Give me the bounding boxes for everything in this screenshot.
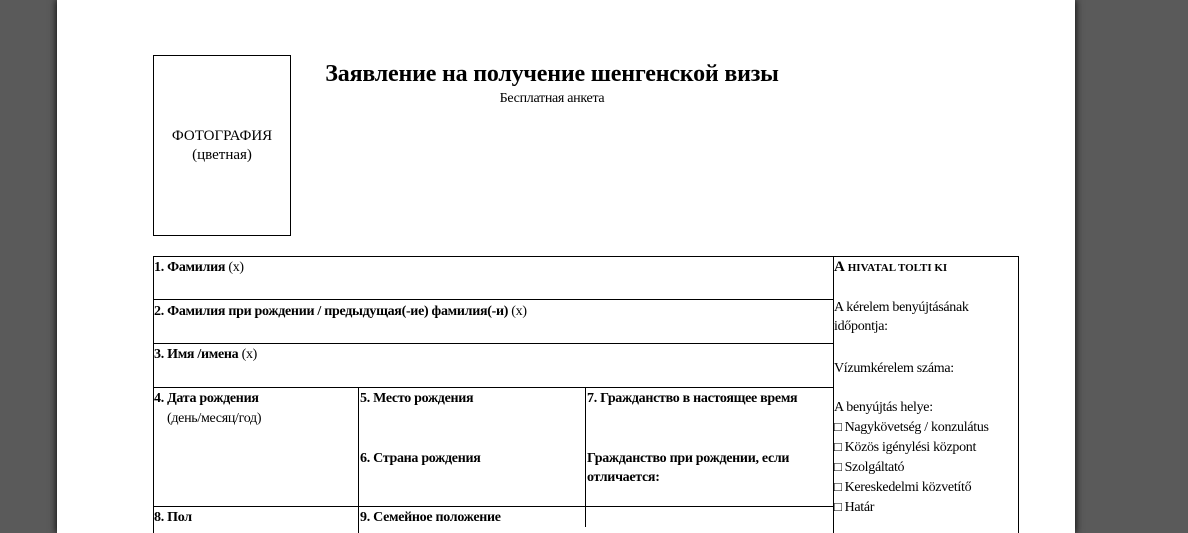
row-divider	[153, 506, 833, 507]
photo-label: ФОТОГРАФИЯ	[171, 127, 273, 144]
field-country-of-birth[interactable]	[360, 450, 481, 468]
field-nationality-at-birth-line2: отличается:	[587, 470, 660, 485]
field-current-nationality-label: 7. Гражданство в настоящее время	[587, 391, 798, 406]
field-surname-mark: (x)	[228, 260, 244, 275]
field-sex[interactable]	[154, 509, 192, 527]
checkbox-icon: □	[834, 419, 842, 434]
office-submission-place	[834, 398, 989, 517]
checkbox-icon: □	[834, 499, 842, 514]
field-date-of-birth-format: (день/месяц/год)	[167, 411, 262, 426]
field-marital-status[interactable]	[360, 509, 501, 527]
checkbox-icon: □	[834, 479, 842, 494]
office-option-label: Kereskedelmi közvetítő	[844, 480, 972, 495]
photo-placeholder	[153, 55, 291, 236]
document-page	[57, 0, 1075, 533]
office-submission-date	[834, 298, 969, 336]
office-option-label: Nagykövetség / konzulátus	[844, 420, 989, 435]
office-option-commercial-intermediary[interactable]	[834, 477, 989, 497]
field-surname[interactable]	[154, 259, 244, 277]
row-divider	[153, 343, 833, 344]
office-option-label: Határ	[844, 500, 875, 515]
field-first-names[interactable]	[154, 346, 257, 364]
office-header-text: HIVATAL TOLTI KI	[847, 262, 948, 274]
checkbox-icon: □	[834, 439, 842, 454]
office-use-header	[834, 258, 947, 278]
photo-sublabel: (цветная)	[192, 146, 252, 163]
field-place-of-birth[interactable]	[360, 390, 473, 408]
field-surname-at-birth-mark: (x)	[511, 304, 527, 319]
field-marital-status-label: 9. Семейное положение	[360, 510, 501, 525]
field-current-nationality[interactable]	[587, 390, 797, 408]
office-option-label: Szolgáltató	[844, 460, 905, 475]
form-subtitle: Бесплатная анкета	[499, 91, 605, 106]
field-date-of-birth[interactable]	[154, 390, 259, 408]
field-surname-label: 1. Фамилия	[154, 260, 226, 275]
office-option-common-center[interactable]	[834, 437, 989, 457]
field-nationality-at-birth[interactable]	[587, 450, 789, 468]
field-sex-label: 8. Пол	[154, 510, 192, 525]
office-option-service-provider[interactable]	[834, 457, 989, 477]
office-place-label: A benyújtás helye:	[834, 400, 933, 415]
row-divider	[153, 387, 833, 388]
field-date-of-birth-label: 4. Дата рождения	[154, 391, 259, 406]
field-place-of-birth-label: 5. Место рождения	[360, 391, 474, 406]
office-date-line2: időpontja:	[834, 319, 888, 334]
office-option-embassy[interactable]	[834, 417, 989, 437]
field-nationality-at-birth-line1: Гражданство при рождении, если	[587, 451, 790, 466]
column-divider	[358, 387, 359, 533]
checkbox-icon: □	[834, 459, 842, 474]
column-divider	[585, 387, 586, 527]
field-nationality-at-birth-cont	[587, 469, 660, 487]
field-surname-at-birth-label: 2. Фамилия при рождении / предыдущая(-ие) фамилия(-и)	[154, 304, 509, 319]
table-border-right	[1018, 256, 1019, 533]
office-option-border[interactable]	[834, 497, 989, 517]
application-form-table	[153, 256, 1019, 533]
field-first-names-label: 3. Имя /имена	[154, 347, 239, 362]
field-country-of-birth-label: 6. Страна рождения	[360, 451, 481, 466]
row-divider	[153, 299, 833, 300]
office-application-number: Vízumkérelem száma:	[834, 361, 954, 376]
table-border-top	[153, 256, 1019, 257]
office-option-label: Közös igénylési központ	[844, 440, 977, 455]
field-surname-at-birth[interactable]	[154, 303, 527, 321]
office-date-line1: A kérelem benyújtásának	[834, 300, 969, 315]
form-title: Заявление на получение шенгенской визы	[325, 61, 779, 87]
field-first-names-mark: (x)	[241, 347, 258, 362]
office-header-initial: A	[834, 259, 845, 275]
